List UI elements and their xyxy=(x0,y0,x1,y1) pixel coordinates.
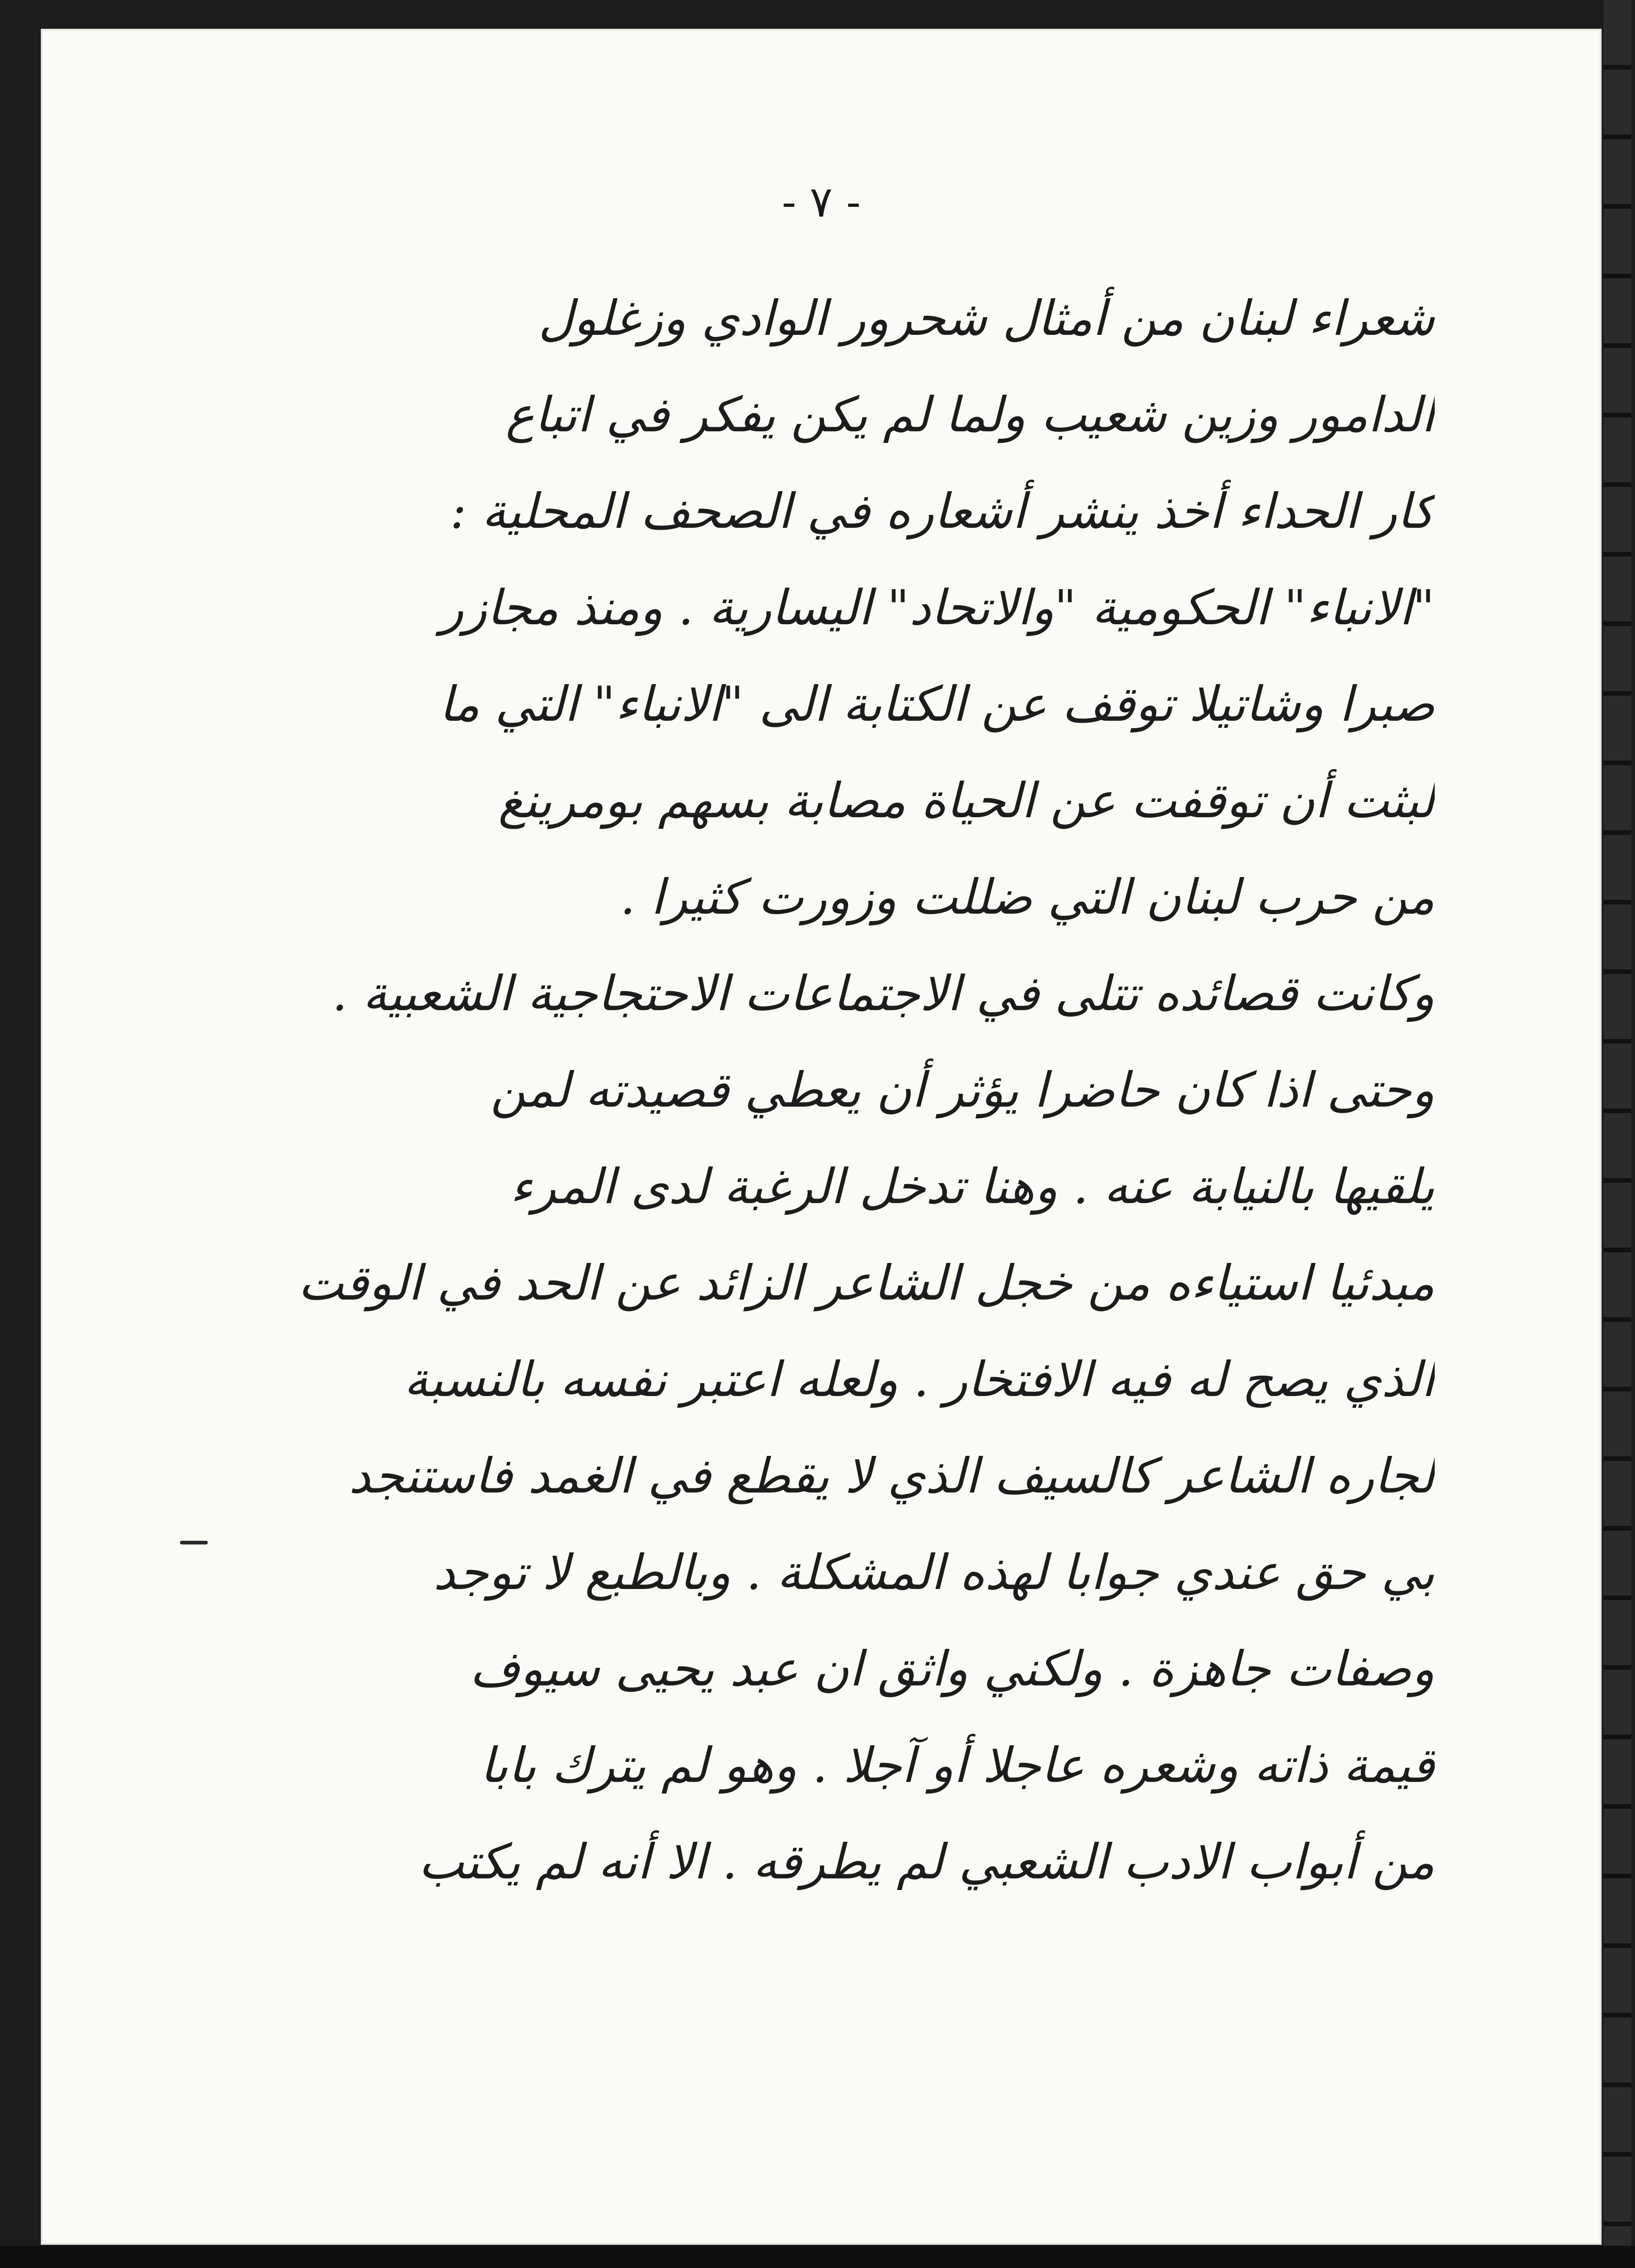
text-line-1: شعراء لبنان من أمثال شحرور الوادي وزغلول xyxy=(538,290,1435,346)
text-line-5: صبرا وشاتيلا توقف عن الكتابة الى "الانباء" التي ما xyxy=(439,676,1435,732)
text-line-15: وصفات جاهزة . ولكني واثق ان عبد يحيى سيوف xyxy=(470,1640,1435,1697)
text-line-3: كار الحداء أخذ ينشر أشعاره في الصحف المحلية : xyxy=(450,483,1435,539)
text-line-4: "الانباء" الحكومية "والاتحاد" اليسارية . ومنذ مجازر xyxy=(440,579,1435,636)
handwritten-body xyxy=(236,270,1435,1910)
text-line-11: مبدئيا استياءه من خجل الشاعر الزائد عن الحد في الوقت xyxy=(298,1255,1435,1311)
text-line-12: الذي يصح له فيه الافتخار . ولعله اعتبر نفسه بالنسبة xyxy=(403,1351,1435,1408)
scanner-edge-marks xyxy=(1603,0,1631,2268)
text-line-10: يلقيها بالنيابة عنه . وهنا تدخل الرغبة لدى المرء xyxy=(510,1158,1435,1215)
page-number: - ٧ - xyxy=(781,177,861,227)
margin-mark xyxy=(180,1541,208,1544)
text-line-17: من أبواب الادب الشعبي لم يطرقه . الا أنه لم يكتب xyxy=(418,1833,1435,1890)
text-line-14: بي حق عندي جوابا لهذه المشكلة . وبالطبع لا توجد xyxy=(433,1544,1435,1601)
text-line-6: لبثت أن توقفت عن الحياة مصابة بسهم بومرينغ xyxy=(498,772,1435,829)
text-line-7: من حرب لبنان التي ضللت وزورت كثيرا . xyxy=(620,869,1435,925)
text-line-9: وحتى اذا كان حاضرا يؤثر أن يعطي قصيدته لمن xyxy=(490,1062,1435,1118)
text-line-13: لجاره الشاعر كالسيف الذي لا يقطع في الغمد فاستنجد xyxy=(349,1448,1435,1504)
text-line-8: وكانت قصائده تتلى في الاجتماعات الاحتجاجية الشعبية . xyxy=(332,965,1435,1022)
text-line-16: قيمة ذاته وشعره عاجلا أو آجلا . وهو لم يترك بابا xyxy=(480,1737,1435,1794)
manuscript-page xyxy=(41,29,1602,2245)
text-line-2: الدامور وزين شعيب ولما لم يكن يفكر في اتباع xyxy=(505,386,1435,443)
scanner-bottom-strip xyxy=(0,2246,1635,2268)
